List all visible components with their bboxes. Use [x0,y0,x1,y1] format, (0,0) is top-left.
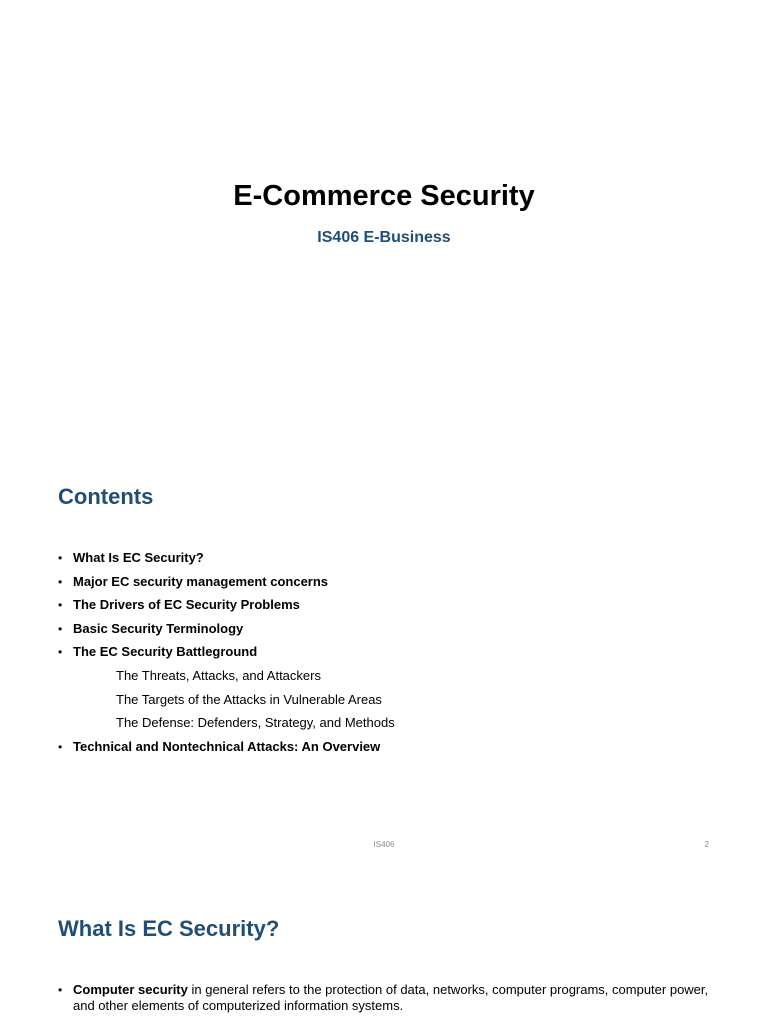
footer-page-number: 2 [704,840,709,849]
contents-item: • What Is EC Security? [58,548,738,572]
contents-subitem: The Threats, Attacks, and Attackers [116,667,321,683]
contents-item: • Major EC security management concerns [58,572,738,596]
definition-bullet [58,982,713,1014]
slide-title: E-Commerce Security [233,180,535,212]
definition-term: Computer security [73,982,188,997]
contents-subitem: The Defense: Defenders, Strategy, and Methods [116,715,395,731]
contents-item: • Technical and Nontechnical Attacks: An Overview [58,737,738,761]
contents-list [58,548,738,760]
contents-subitem: The Targets of the Attacks in Vulnerable Areas [116,691,382,707]
contents-item: • Basic Security Terminology [58,619,738,643]
slide-subtitle: IS406 E-Business [317,229,451,246]
what-is-ec-security-heading: What Is EC Security? [58,916,280,941]
contents-item: • The EC Security Battleground [58,642,738,666]
contents-heading: Contents [58,484,154,509]
footer-course: IS406 [373,840,395,849]
contents-item: • The Drivers of EC Security Problems [58,595,738,619]
definition-text: in general refers to the protection of data, networks, computer programs, computer power, and other elements of computerized information systems. [73,982,709,1013]
